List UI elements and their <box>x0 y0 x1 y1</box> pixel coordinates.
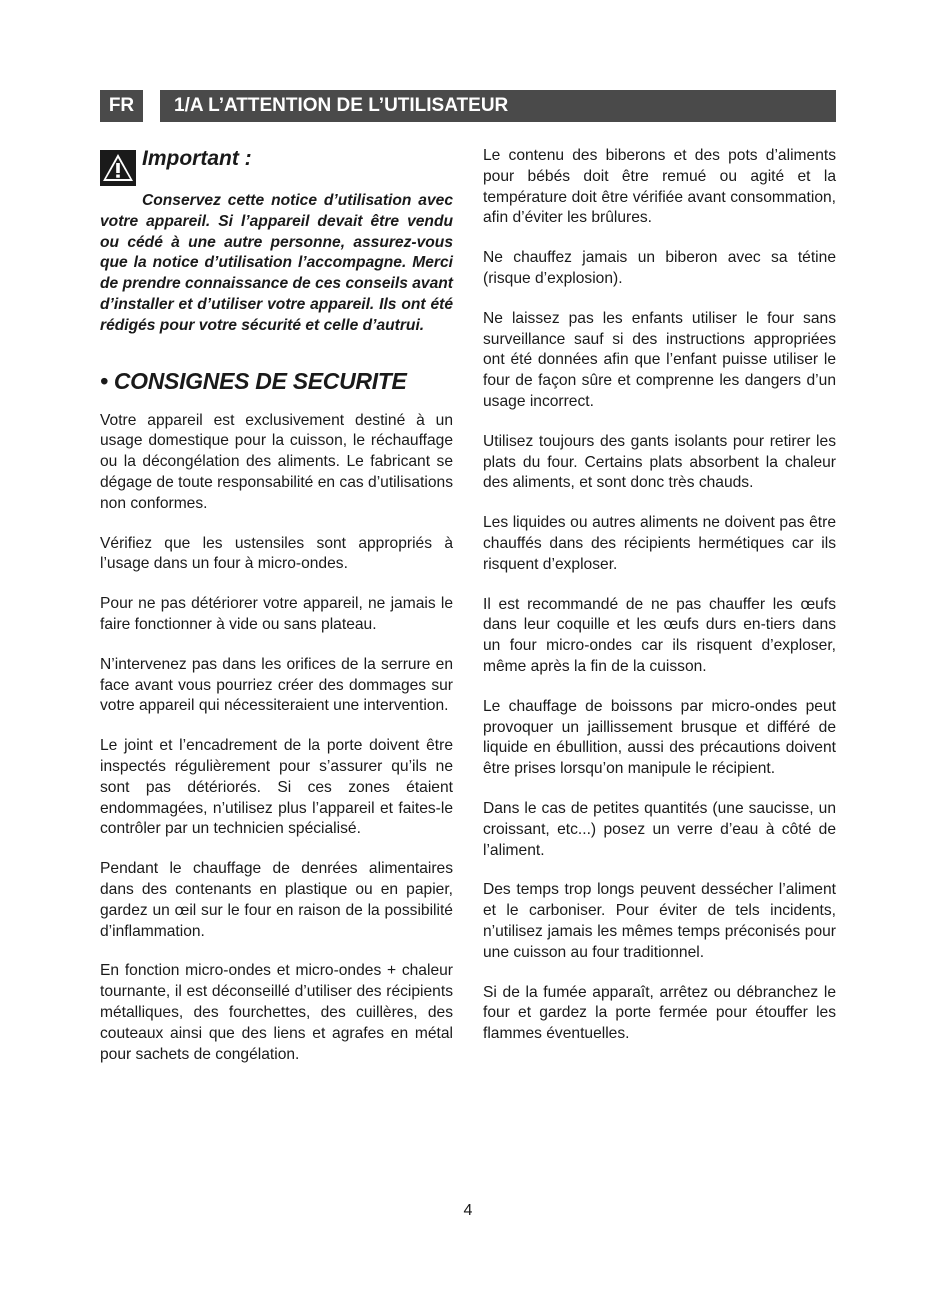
paragraph: En fonction micro-ondes et micro-ondes + chaleur tournante, il est déconseillé d’utiliser des récipients métalliques, des fourchettes, des cuillères, des couteaux ainsi que des liens et agrafes en métal pour sachets de congélation. <box>100 962 453 1063</box>
paragraph: Le contenu des biberons et des pots d’aliments pour bébés doit être remué ou agité et la température doit être vérifiée avant consommation, afin d’éviter les brûlures. <box>483 147 836 227</box>
left-paragraphs <box>100 411 453 1066</box>
paragraph: Il est recommandé de ne pas chauffer les œufs dans leur coquille et les œufs durs en-tiers dans un four micro-ondes car ils risquent d’exploser, même après la fin de la cuisson. <box>483 595 836 675</box>
paragraph: N’intervenez pas dans les orifices de la serrure en face avant vous pourriez créer des dommages sur votre appareil qui nécessiteraient une intervention. <box>100 655 453 715</box>
section-header-title: 1/A L’ATTENTION DE L’UTILISATEUR <box>160 90 836 122</box>
page-header <box>100 90 836 122</box>
right-column <box>483 146 836 1064</box>
paragraph: Des temps trop longs peuvent dessécher l’aliment et le carboniser. Pour éviter de tels incidents, n’utilisez jamais les mêmes temps préconisés pour une cuisson au four traditionnel. <box>483 881 836 961</box>
paragraph: Dans le cas de petites quantités (une saucisse, un croissant, etc...) posez un verre d’eau à côté de l’aliment. <box>483 799 836 859</box>
paragraph: Ne laissez pas les enfants utiliser le four sans surveillance sauf si des instructions appropriées ont été données afin que l’enfant puisse utiliser le four de façon sûre et comprenne les dangers d’un usage incorrect. <box>483 309 836 410</box>
language-tab: FR <box>100 90 143 122</box>
paragraph: Vérifiez que les ustensiles sont appropriés à l’usage dans un four à micro-ondes. <box>100 534 453 573</box>
important-notice <box>100 146 453 337</box>
paragraph: Les liquides ou autres aliments ne doivent pas être chauffés dans des récipients hermétiques car ils risquent d’exploser. <box>483 514 836 573</box>
important-title: Important : <box>142 147 252 170</box>
paragraph: Votre appareil est exclusivement destiné à un usage domestique pour la cuisson, le réchauffage ou la décongélation des aliments. Le fabricant se dégage de toute responsabilité en cas d’utilisations non conformes. <box>100 411 453 512</box>
paragraph: Ne chauffez jamais un biberon avec sa tétine (risque d’explosion). <box>483 249 836 287</box>
paragraph: Pour ne pas détériorer votre appareil, ne jamais le faire fonctionner à vide ou sans plateau. <box>100 595 453 633</box>
paragraph: Utilisez toujours des gants isolants pour retirer les plats du four. Certains plats absorbent la chaleur des aliments, et sont donc très chauds. <box>483 432 836 492</box>
paragraph: Pendant le chauffage de denrées alimentaires dans des contenants en plastique ou en papier, gardez un œil sur le four en raison de la possibilité d’inflammation. <box>100 860 453 940</box>
page-number: 4 <box>463 1202 473 1219</box>
section-title: • CONSIGNES DE SECURITE <box>100 367 407 394</box>
paragraph: Le chauffage de boissons par micro-ondes peut provoquer un jaillissement brusque et différé de liquide en ébullition, aussi des précautions doivent être prises lorsqu’on manipule le récipient. <box>483 697 836 778</box>
important-text: Conservez cette notice d’utilisation avec votre appareil. Si l’appareil devait être vendu ou cédé à une autre personne, assurez-vous que la notice d’utilisation l’accompagne. Merci de prendre connaissance de ces conseils avant d’installer et d’utiliser votre appareil. Ils ont été rédigés pour votre sécurité et celle d’autrui. <box>100 192 453 334</box>
paragraph: Le joint et l’encadrement de la porte doivent être inspectés régulièrement pour s’assurer qu’ils ne sont pas détériorés. Si ces zones étaient endommagées, n’utilisez plus l’appareil et faites-le contrôler par un technicien spécialisé. <box>100 737 453 838</box>
warning-triangle-icon <box>100 150 136 186</box>
left-column <box>100 146 453 1084</box>
paragraph: Si de la fumée apparaît, arrêtez ou débranchez le four et gardez la porte fermée pour étouffer les flammes éventuelles. <box>483 983 836 1043</box>
